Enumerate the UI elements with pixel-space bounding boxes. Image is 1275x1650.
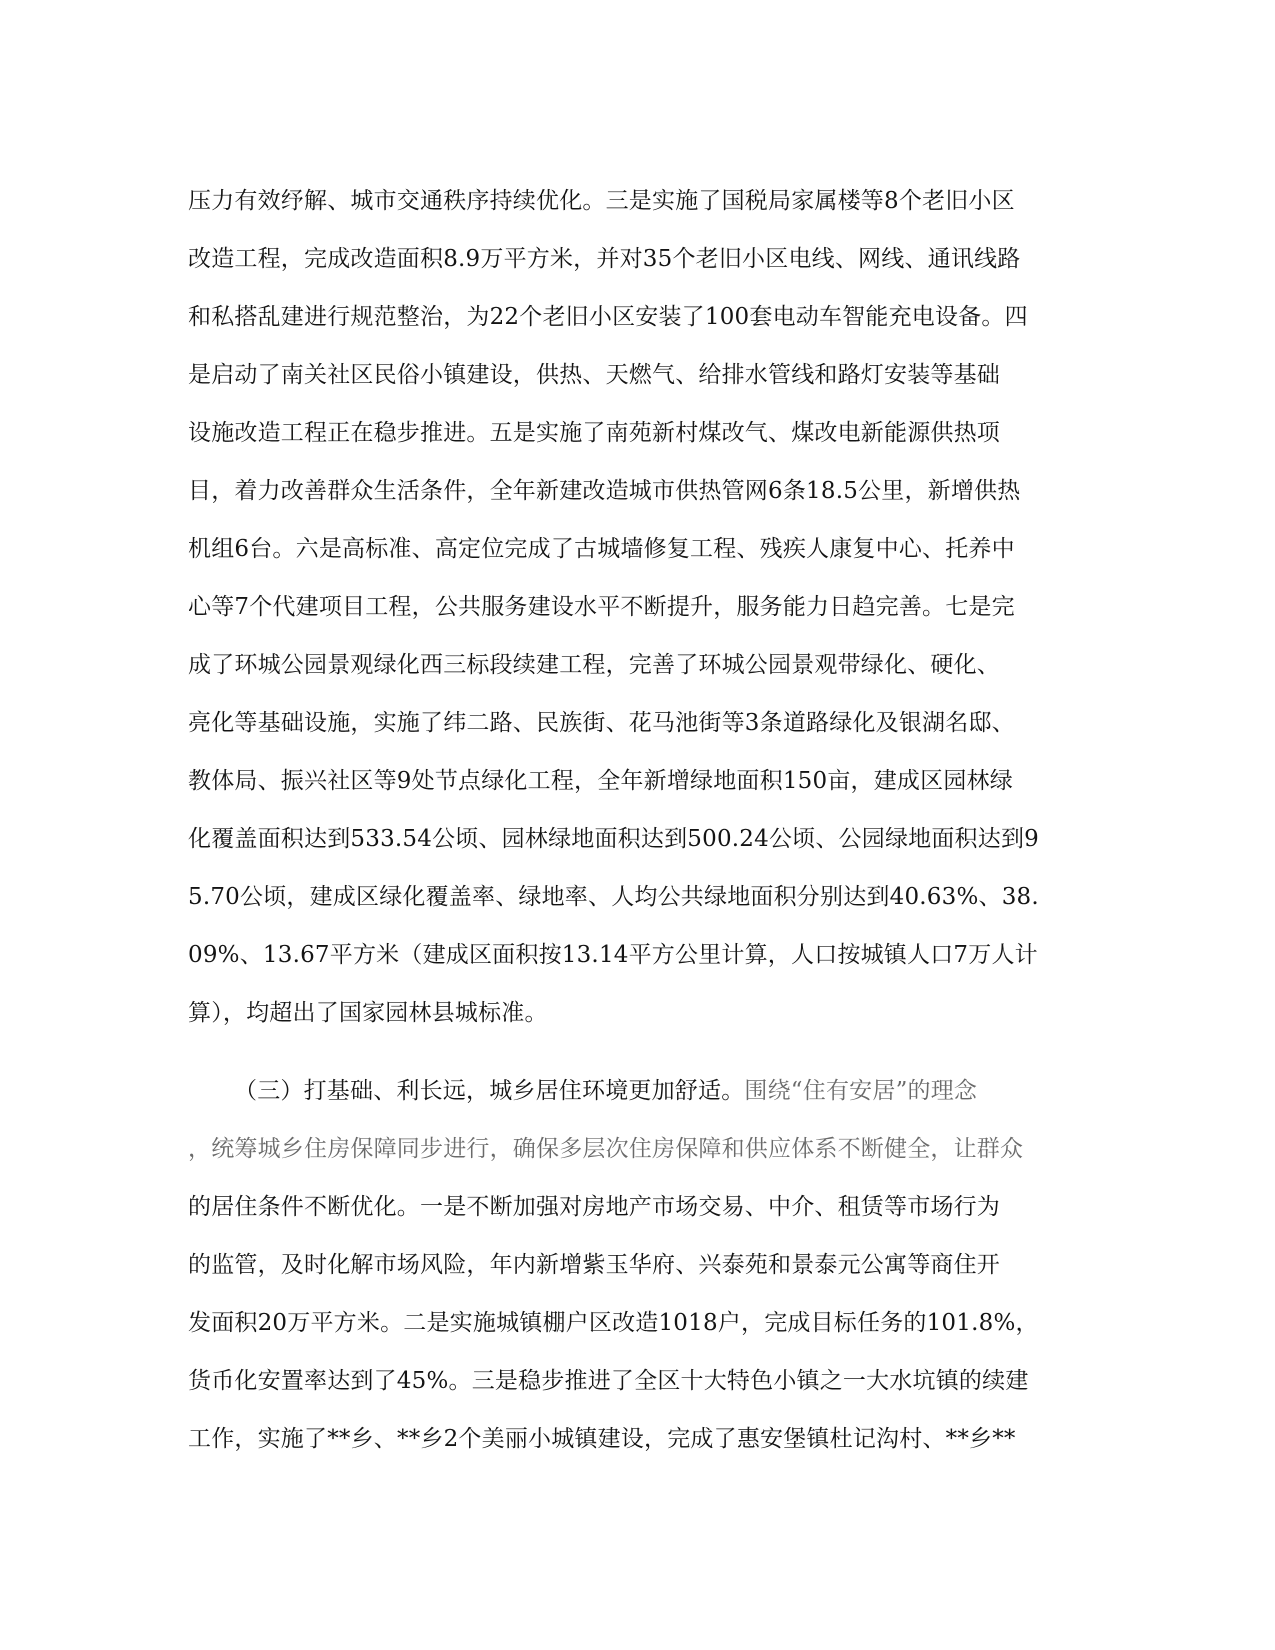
paragraph-housing xyxy=(188,1062,1088,1468)
text-line: 改造工程，完成改造面积8.9万平方米，并对35个老旧小区电线、网线、通讯线路 xyxy=(188,246,1021,272)
text-line: 5.70公顷，建成区绿化覆盖率、绿地率、人均公共绿地面积分别达到40.63%、38. xyxy=(188,884,1039,910)
section-heading-tail: 围绕“住有安居”的理念 xyxy=(744,1078,978,1104)
text-line: 压力有效纾解、城市交通秩序持续优化。三是实施了国税局家属楼等8个老旧小区 xyxy=(188,188,1015,214)
text-line: 化覆盖面积达到533.54公顷、园林绿地面积达到500.24公顷、公园绿地面积达到9 xyxy=(188,826,1039,852)
text-line: 是启动了南关社区民俗小镇建设，供热、天燃气、给排水管线和路灯安装等基础 xyxy=(188,362,1000,388)
text-line: 算），均超出了国家园林县城标准。 xyxy=(188,1000,548,1026)
text-line: 设施改造工程正在稳步推进。五是实施了南苑新村煤改气、煤改电新能源供热项 xyxy=(188,420,1000,446)
paragraph-urban-construction xyxy=(188,172,1088,1042)
text-line: 的居住条件不断优化。一是不断加强对房地产市场交易、中介、租赁等市场行为 xyxy=(188,1194,1000,1220)
text-line: 和私搭乱建进行规范整治，为22个老旧小区安装了100套电动车智能充电设备。四 xyxy=(188,304,1028,330)
section-heading-line xyxy=(188,1062,1088,1120)
text-line: ，统筹城乡住房保障同步进行，确保多层次住房保障和供应体系不断健全，让群众 xyxy=(188,1136,1024,1162)
text-line: 09%、13.67平方米（建成区面积按13.14平方公里计算，人口按城镇人口7万人计 xyxy=(188,942,1038,968)
text-line: 亮化等基础设施，实施了纬二路、民族街、花马池街等3条道路绿化及银湖名邸、 xyxy=(188,710,1015,736)
text-line: 机组6台。六是高标准、高定位完成了古城墙修复工程、残疾人康复中心、托养中 xyxy=(188,536,1015,562)
section-heading: （三）打基础、利长远，城乡居住环境更加舒适。 xyxy=(234,1078,745,1104)
text-line: 货币化安置率达到了45%。三是稳步推进了全区十大特色小镇之一大水坑镇的续建 xyxy=(188,1368,1029,1394)
text-line: 心等7个代建项目工程，公共服务建设水平不断提升，服务能力日趋完善。七是完 xyxy=(188,594,1015,620)
text-line: 教体局、振兴社区等9处节点绿化工程，全年新增绿地面积150亩，建成区园林绿 xyxy=(188,768,1013,794)
text-line: 的监管，及时化解市场风险，年内新增紫玉华府、兴泰苑和景泰元公寓等商住开 xyxy=(188,1252,1000,1278)
text-line: 目，着力改善群众生活条件，全年新建改造城市供热管网6条18.5公里，新增供热 xyxy=(188,478,1021,504)
text-line: 成了环城公园景观绿化西三标段续建工程，完善了环城公园景观带绿化、硬化、 xyxy=(188,652,1000,678)
text-line: 工作，实施了**乡、**乡2个美丽小城镇建设，完成了惠安堡镇杜记沟村、**乡** xyxy=(188,1426,1016,1452)
text-line: 发面积20万平方米。二是实施城镇棚户区改造1018户，完成目标任务的101.8%， xyxy=(188,1310,1039,1336)
